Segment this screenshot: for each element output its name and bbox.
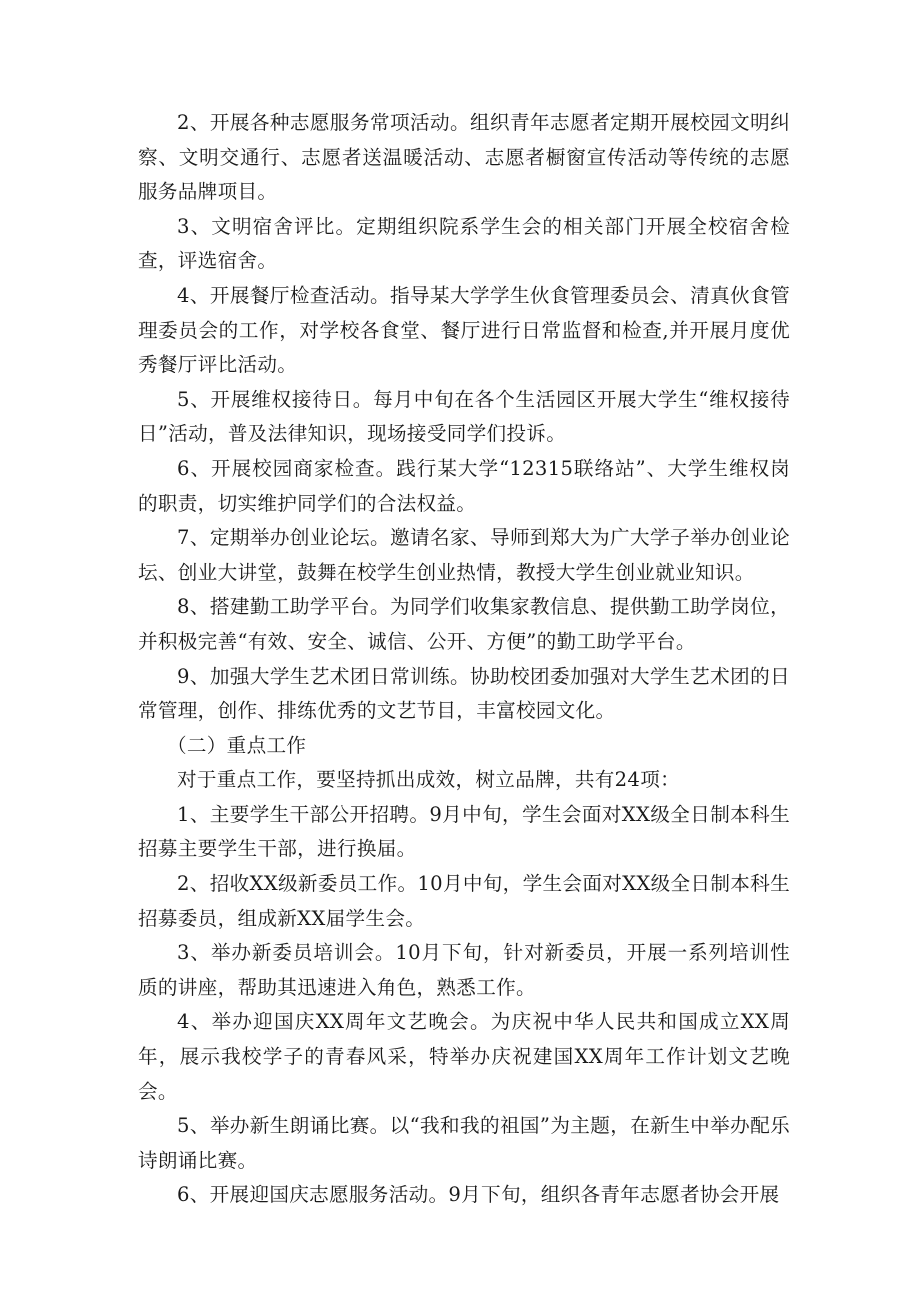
key-item-national-day-volunteer: 6、开展迎国庆志愿服务活动。9月下旬，组织各青年志愿者协会开展 <box>177 1183 780 1207</box>
key-item-recruitment: 1、主要学生干部公开招聘。9月中旬，学生会面对XX级全日制本科生招募主要学生干部，进行换届。 <box>138 802 790 861</box>
paragraph-art-troupe: 9、加强大学生艺术团日常训练。协助校团委加强对大学生艺术团的日常管理，创作、排练优秀的文艺节目，丰富校园文化。 <box>138 664 790 723</box>
paragraph-volunteer-service: 2、开展各种志愿服务常项活动。组织青年志愿者定期开展校园文明纠察、文明交通行、志愿者送温暖活动、志愿者橱窗宣传活动等传统的志愿服务品牌项目。 <box>138 111 790 204</box>
paragraph-canteen-inspection: 4、开展餐厅检查活动。指导某大学学生伙食管理委员会、清真伙食管理委员会的工作，对学校各食堂、餐厅进行日常监督和检查,并开展月度优秀餐厅评比活动。 <box>138 283 790 377</box>
paragraph-merchant-inspection: 6、开展校园商家检查。践行某大学“12315联络站”、大学生维权岗的职责，切实维护同学们的合法权益。 <box>138 456 790 515</box>
section-intro: 对于重点工作，要坚持抓出成效，树立品牌，共有24项： <box>177 768 680 792</box>
paragraph-startup-forum: 7、定期举办创业论坛。邀请名家、导师到郑大为广大学子举办创业论坛、创业大讲堂，鼓舞在校学生创业热情，教授大学生创业就业知识。 <box>138 526 790 584</box>
key-item-gala: 4、举办迎国庆XX周年文艺晚会。为庆祝中华人民共和国成立XX周年，展示我校学子的青春风采，特举办庆祝建国XX周年工作计划文艺晚会。 <box>138 1010 790 1103</box>
paragraph-rights-reception: 5、开展维权接待日。每月中旬在各个生活园区开展大学生“维权接待日”活动，普及法律知识，现场接受同学们投诉。 <box>138 387 790 446</box>
paragraph-dorm-evaluation: 3、文明宿舍评比。定期组织院系学生会的相关部门开展全校宿舍检查，评选宿舍。 <box>138 214 790 273</box>
section-heading: （二）重点工作 <box>167 733 307 757</box>
key-item-recitation: 5、举办新生朗诵比赛。以“我和我的祖国”为主题，在新生中举办配乐诗朗诵比赛。 <box>138 1114 790 1172</box>
key-item-training: 3、举办新委员培训会。10月下旬，针对新委员，开展一系列培训性质的讲座，帮助其迅速进入角色，熟悉工作。 <box>138 941 790 999</box>
key-item-new-members: 2、招收XX级新委员工作。10月中旬，学生会面对XX级全日制本科生招募委员，组成新XX届学生会。 <box>138 872 790 930</box>
paragraph-work-study-platform: 8、搭建勤工助学平台。为同学们收集家教信息、提供勤工助学岗位，并积极完善“有效、安全、诚信、公开、方便”的勤工助学平台。 <box>138 595 790 653</box>
document-page <box>138 106 790 1213</box>
